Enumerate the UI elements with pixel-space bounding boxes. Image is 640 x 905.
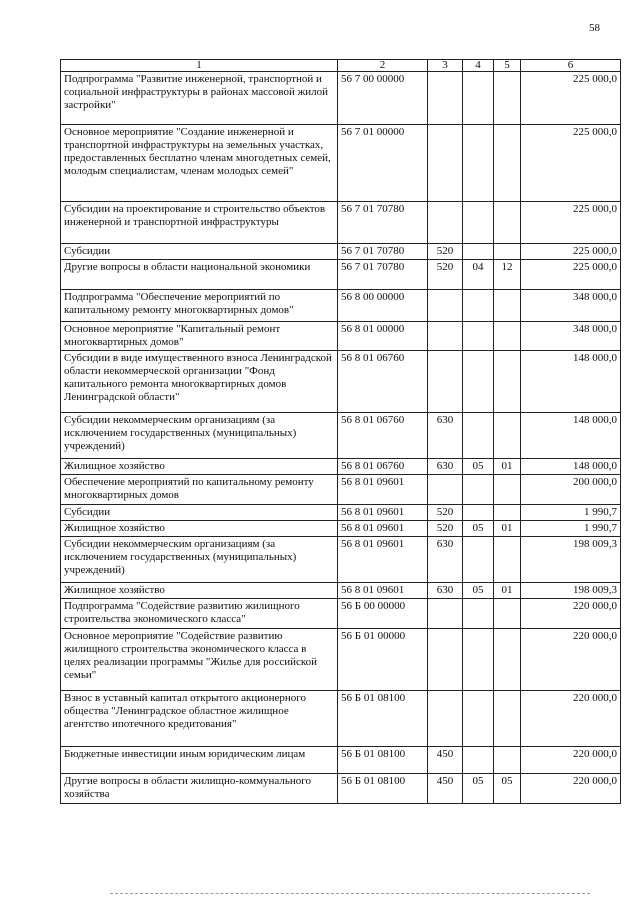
- table-row: [61, 774, 621, 804]
- row-name: Субсидии: [61, 505, 338, 521]
- row-sum: 148 000,0: [521, 413, 621, 459]
- row-rz: [463, 747, 494, 774]
- row-sum: 225 000,0: [521, 202, 621, 244]
- row-vr: [428, 202, 463, 244]
- row-pr: [494, 125, 521, 202]
- row-code: 56 7 01 70780: [338, 260, 428, 290]
- table-row: [61, 691, 621, 747]
- table-row: [61, 202, 621, 244]
- row-vr: [428, 72, 463, 125]
- row-code: 56 7 00 00000: [338, 72, 428, 125]
- row-rz: [463, 322, 494, 351]
- row-code: 56 8 01 09601: [338, 505, 428, 521]
- row-pr: [494, 691, 521, 747]
- row-pr: [494, 322, 521, 351]
- row-pr: [494, 244, 521, 260]
- row-rz: [463, 413, 494, 459]
- table-row: [61, 537, 621, 583]
- row-sum: 1 990,7: [521, 521, 621, 537]
- row-sum: 220 000,0: [521, 599, 621, 629]
- row-vr: [428, 599, 463, 629]
- row-name: Субсидии некоммерческим организациям (за исключением государственных (муниципальных) учреждений): [61, 413, 338, 459]
- row-code: 56 Б 00 00000: [338, 599, 428, 629]
- table-row: [61, 505, 621, 521]
- row-pr: 12: [494, 260, 521, 290]
- row-pr: 01: [494, 459, 521, 475]
- row-rz: [463, 505, 494, 521]
- row-pr: [494, 290, 521, 322]
- row-code: 56 8 01 00000: [338, 322, 428, 351]
- row-name: Подпрограмма "Развитие инженерной, транспортной и социальной инфраструктуры в районах массовой жилой застройки": [61, 72, 338, 125]
- row-rz: 05: [463, 521, 494, 537]
- row-code: 56 Б 01 08100: [338, 774, 428, 804]
- row-rz: 05: [463, 774, 494, 804]
- row-name: Взнос в уставный капитал открытого акционерного общества "Ленинградское областное жилищное агентство ипотечного кредитования": [61, 691, 338, 747]
- row-name: Жилищное хозяйство: [61, 521, 338, 537]
- row-pr: [494, 202, 521, 244]
- row-name: Жилищное хозяйство: [61, 459, 338, 475]
- col-header-code: 2: [338, 60, 428, 72]
- row-vr: 520: [428, 260, 463, 290]
- table-row: [61, 583, 621, 599]
- row-code: 56 8 01 06760: [338, 413, 428, 459]
- row-rz: [463, 244, 494, 260]
- row-code: 56 7 01 70780: [338, 202, 428, 244]
- row-vr: [428, 629, 463, 691]
- table-row: [61, 521, 621, 537]
- row-pr: [494, 537, 521, 583]
- page-number: 58: [589, 22, 600, 34]
- row-name: Другие вопросы в области национальной экономики: [61, 260, 338, 290]
- row-pr: 05: [494, 774, 521, 804]
- row-sum: 148 000,0: [521, 459, 621, 475]
- row-rz: 05: [463, 583, 494, 599]
- row-vr: 630: [428, 537, 463, 583]
- table-row: [61, 629, 621, 691]
- table-row: [61, 244, 621, 260]
- row-vr: 450: [428, 774, 463, 804]
- row-sum: 220 000,0: [521, 691, 621, 747]
- table-row: [61, 351, 621, 413]
- row-pr: [494, 629, 521, 691]
- row-vr: 630: [428, 459, 463, 475]
- row-rz: [463, 599, 494, 629]
- row-pr: [494, 505, 521, 521]
- row-name: Субсидии в виде имущественного взноса Ленинградской области некоммерческой организации "Фонд капитального ремонта многоквартирных домов Ленинградской области": [61, 351, 338, 413]
- col-header-sum: 6: [521, 60, 621, 72]
- row-name: Основное мероприятие "Создание инженерной и транспортной инфраструктуры на земельных участках, предоставленных бесплатно членам многодетных семей, молодым специалистам, членам молодых семей": [61, 125, 338, 202]
- table-row: [61, 599, 621, 629]
- table-row: [61, 459, 621, 475]
- col-header-vr: 3: [428, 60, 463, 72]
- row-pr: [494, 475, 521, 505]
- row-vr: 520: [428, 505, 463, 521]
- table-row: [61, 475, 621, 505]
- row-name: Основное мероприятие "Содействие развитию жилищного строительства экономического класса в целях реализации программы "Жилье для российской семьи": [61, 629, 338, 691]
- row-code: 56 8 01 06760: [338, 351, 428, 413]
- row-pr: [494, 747, 521, 774]
- row-sum: 198 009,3: [521, 583, 621, 599]
- row-code: 56 Б 01 00000: [338, 629, 428, 691]
- row-rz: [463, 629, 494, 691]
- row-rz: [463, 475, 494, 505]
- row-pr: [494, 351, 521, 413]
- row-rz: [463, 72, 494, 125]
- col-header-name: 1: [61, 60, 338, 72]
- row-vr: 450: [428, 747, 463, 774]
- row-name: Подпрограмма "Содействие развитию жилищного строительства экономического класса": [61, 599, 338, 629]
- table-row: [61, 125, 621, 202]
- bottom-rule: [110, 893, 590, 894]
- row-rz: [463, 691, 494, 747]
- row-sum: 1 990,7: [521, 505, 621, 521]
- row-sum: 348 000,0: [521, 290, 621, 322]
- row-vr: 520: [428, 521, 463, 537]
- row-vr: [428, 322, 463, 351]
- row-sum: 220 000,0: [521, 747, 621, 774]
- row-code: 56 8 01 09601: [338, 521, 428, 537]
- row-rz: 05: [463, 459, 494, 475]
- row-rz: [463, 537, 494, 583]
- row-pr: 01: [494, 583, 521, 599]
- row-sum: 225 000,0: [521, 125, 621, 202]
- row-name: Обеспечение мероприятий по капитальному ремонту многоквартирных домов: [61, 475, 338, 505]
- row-pr: [494, 413, 521, 459]
- row-pr: [494, 72, 521, 125]
- row-rz: [463, 351, 494, 413]
- row-code: 56 8 00 00000: [338, 290, 428, 322]
- row-vr: 630: [428, 413, 463, 459]
- row-name: Другие вопросы в области жилищно-коммунального хозяйства: [61, 774, 338, 804]
- row-code: 56 8 01 09601: [338, 475, 428, 505]
- row-name: Субсидии: [61, 244, 338, 260]
- row-sum: 225 000,0: [521, 260, 621, 290]
- row-vr: [428, 125, 463, 202]
- row-rz: [463, 125, 494, 202]
- row-code: 56 8 01 06760: [338, 459, 428, 475]
- row-code: 56 7 01 00000: [338, 125, 428, 202]
- row-code: 56 7 01 70780: [338, 244, 428, 260]
- table-row: [61, 290, 621, 322]
- row-vr: [428, 351, 463, 413]
- row-sum: 220 000,0: [521, 629, 621, 691]
- row-code: 56 8 01 09601: [338, 583, 428, 599]
- row-sum: 220 000,0: [521, 774, 621, 804]
- table-row: [61, 747, 621, 774]
- row-name: Субсидии на проектирование и строительство объектов инженерной и транспортной инфраструктуры: [61, 202, 338, 244]
- row-vr: [428, 475, 463, 505]
- row-vr: [428, 691, 463, 747]
- row-vr: 520: [428, 244, 463, 260]
- table-row: [61, 322, 621, 351]
- row-rz: [463, 290, 494, 322]
- row-vr: 630: [428, 583, 463, 599]
- row-pr: 01: [494, 521, 521, 537]
- row-sum: 200 000,0: [521, 475, 621, 505]
- row-name: Основное мероприятие "Капитальный ремонт многоквартирных домов": [61, 322, 338, 351]
- col-header-pr: 5: [494, 60, 521, 72]
- row-name: Подпрограмма "Обеспечение мероприятий по капитальному ремонту многоквартирных домов": [61, 290, 338, 322]
- header-row: [61, 60, 621, 72]
- col-header-rz: 4: [463, 60, 494, 72]
- row-sum: 225 000,0: [521, 72, 621, 125]
- row-sum: 198 009,3: [521, 537, 621, 583]
- budget-table: [60, 59, 621, 804]
- row-code: 56 Б 01 08100: [338, 747, 428, 774]
- row-name: Субсидии некоммерческим организациям (за исключением государственных (муниципальных) учреждений): [61, 537, 338, 583]
- table-row: [61, 260, 621, 290]
- row-name: Бюджетные инвестиции иным юридическим лицам: [61, 747, 338, 774]
- table-row: [61, 72, 621, 125]
- row-sum: 348 000,0: [521, 322, 621, 351]
- row-vr: [428, 290, 463, 322]
- row-rz: 04: [463, 260, 494, 290]
- row-rz: [463, 202, 494, 244]
- row-pr: [494, 599, 521, 629]
- row-sum: 225 000,0: [521, 244, 621, 260]
- row-name: Жилищное хозяйство: [61, 583, 338, 599]
- row-code: 56 8 01 09601: [338, 537, 428, 583]
- row-code: 56 Б 01 08100: [338, 691, 428, 747]
- table-row: [61, 413, 621, 459]
- row-sum: 148 000,0: [521, 351, 621, 413]
